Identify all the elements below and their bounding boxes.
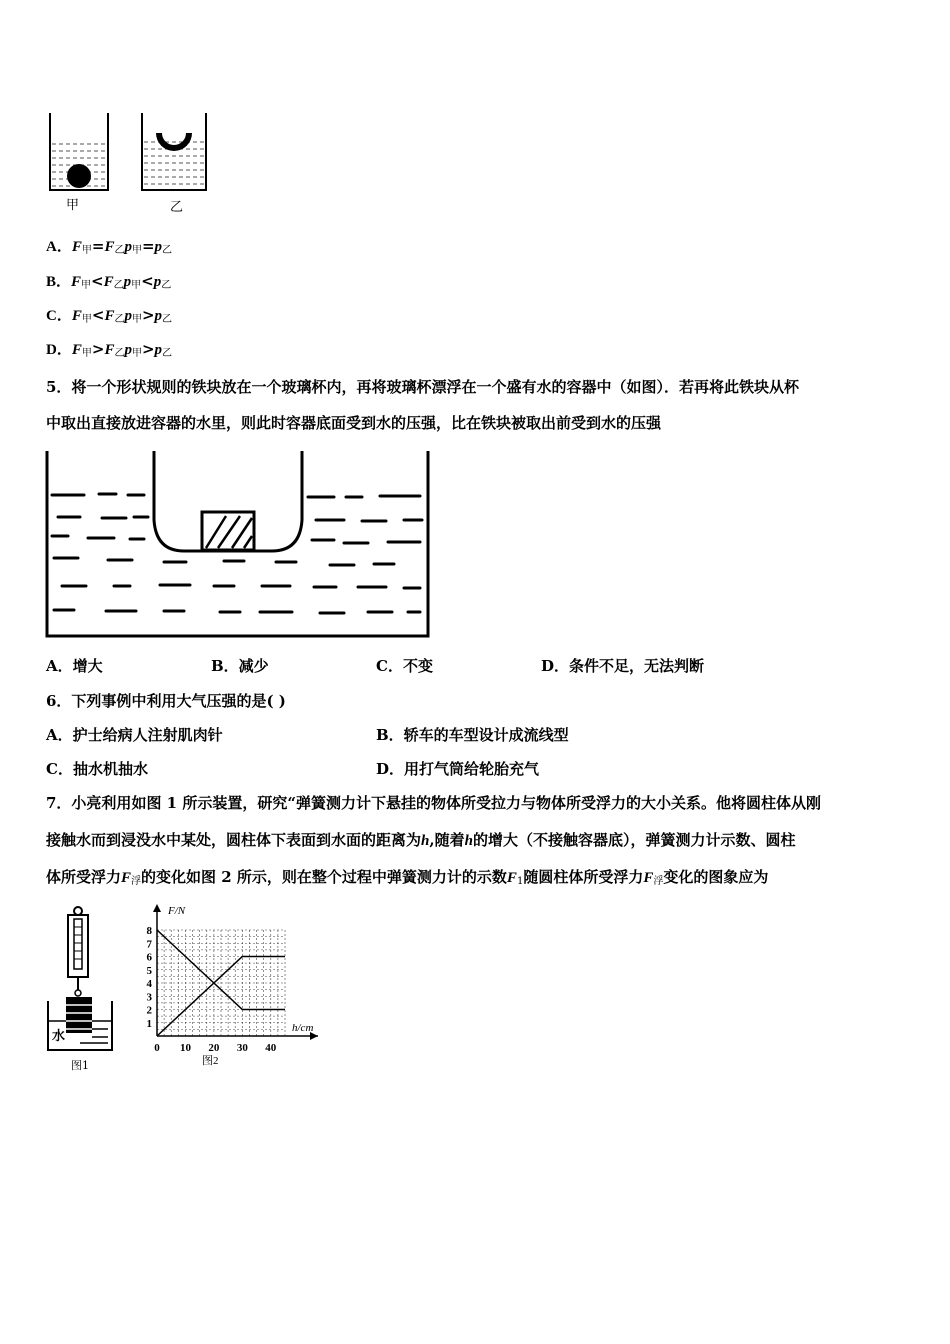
x-tick-label: 30 — [236, 1042, 248, 1054]
x-tick-label: 10 — [179, 1042, 191, 1054]
q6-stem: 6．下列事例中利用大气压强的是( ) — [46, 692, 286, 710]
q4-option-a[interactable]: A．$F_甲=F_乙p_甲=p_乙$ — [46, 237, 173, 256]
y-tick-label: 7 — [146, 938, 152, 951]
y-axis-label: F/N — [168, 905, 186, 917]
caption-yi: 乙 — [170, 200, 184, 215]
container-figure — [44, 448, 434, 643]
force-depth-chart — [138, 902, 328, 1072]
fig1-caption: 图1 — [71, 1059, 89, 1072]
q7-stem-line1: 7．小亮利用如图 1 所示装置，研究“弹簧测力计下悬挂的物体所受拉力与物体所受浮力的大小关系。他将圆柱体从刚 — [46, 794, 821, 812]
water-label: 水 — [52, 1029, 66, 1044]
y-tick-label: 1 — [146, 1017, 152, 1030]
q7-stem-line2: 接触水而到浸没水中某处，圆柱体下表面到水面的距离为h,随着h的增大（不接触容器底），弹簧测力计示数、圆柱 — [46, 831, 796, 849]
x-axis-label: h/cm — [292, 1022, 314, 1034]
x-tick-label: 20 — [208, 1042, 220, 1054]
y-tick-label: 8 — [146, 925, 152, 937]
y-tick-label: 2 — [146, 1004, 152, 1017]
q6-option-c[interactable]: C．抽水机抽水 — [46, 760, 148, 778]
x-tick-label: 40 — [265, 1042, 277, 1054]
y-tick-label: 4 — [146, 978, 152, 990]
q5-option-b[interactable]: B．减少 — [211, 657, 269, 675]
q4-option-b[interactable]: B．$F_甲<F_乙p_甲<p_乙$ — [46, 272, 172, 291]
q5-option-a[interactable]: A．增大 — [46, 657, 103, 675]
fig2-caption: 图2 — [202, 1055, 219, 1067]
q6-option-a[interactable]: A．护士给病人注射肌肉针 — [46, 726, 223, 744]
q4-option-c[interactable]: C．$F_甲<F_乙p_甲>p_乙$ — [46, 306, 173, 325]
x-tick-label: 0 — [154, 1042, 160, 1054]
y-axis-arrow — [153, 904, 161, 912]
iron-ball — [67, 164, 91, 188]
q4-option-d[interactable]: D．$F_甲>F_乙p_甲>p_乙$ — [46, 340, 173, 359]
q5-option-c[interactable]: C．不变 — [376, 657, 433, 675]
q6-option-b[interactable]: B．轿车的车型设计成流线型 — [376, 726, 569, 744]
y-tick-label: 5 — [146, 964, 152, 977]
q5-stem-line1: 5．将一个形状规则的铁块放在一个玻璃杯内，再将玻璃杯漂浮在一个盛有水的容器中（如图）．若再将此铁块从杯 — [46, 378, 799, 396]
caption-jia: 甲 — [66, 198, 80, 213]
y-tick-label: 3 — [146, 991, 152, 1004]
q7-stem-line3: 体所受浮力$F_浮$的变化如图 2 所示，则在整个过程中弹簧测力计的示数$F_1$随圆柱体所受浮力$F_浮$变化的图象应为 — [46, 868, 769, 887]
y-tick-label: 6 — [146, 951, 152, 964]
q5-stem-line2: 中取出直接放进容器的水里，则此时容器底面受到水的压强，比在铁块被取出前受到水的压强 — [46, 414, 662, 432]
chart-grid — [157, 930, 285, 1036]
q5-option-d[interactable]: D．条件不足，无法判断 — [541, 657, 705, 675]
q6-option-d[interactable]: D．用打气筒给轮胎充气 — [376, 760, 540, 778]
